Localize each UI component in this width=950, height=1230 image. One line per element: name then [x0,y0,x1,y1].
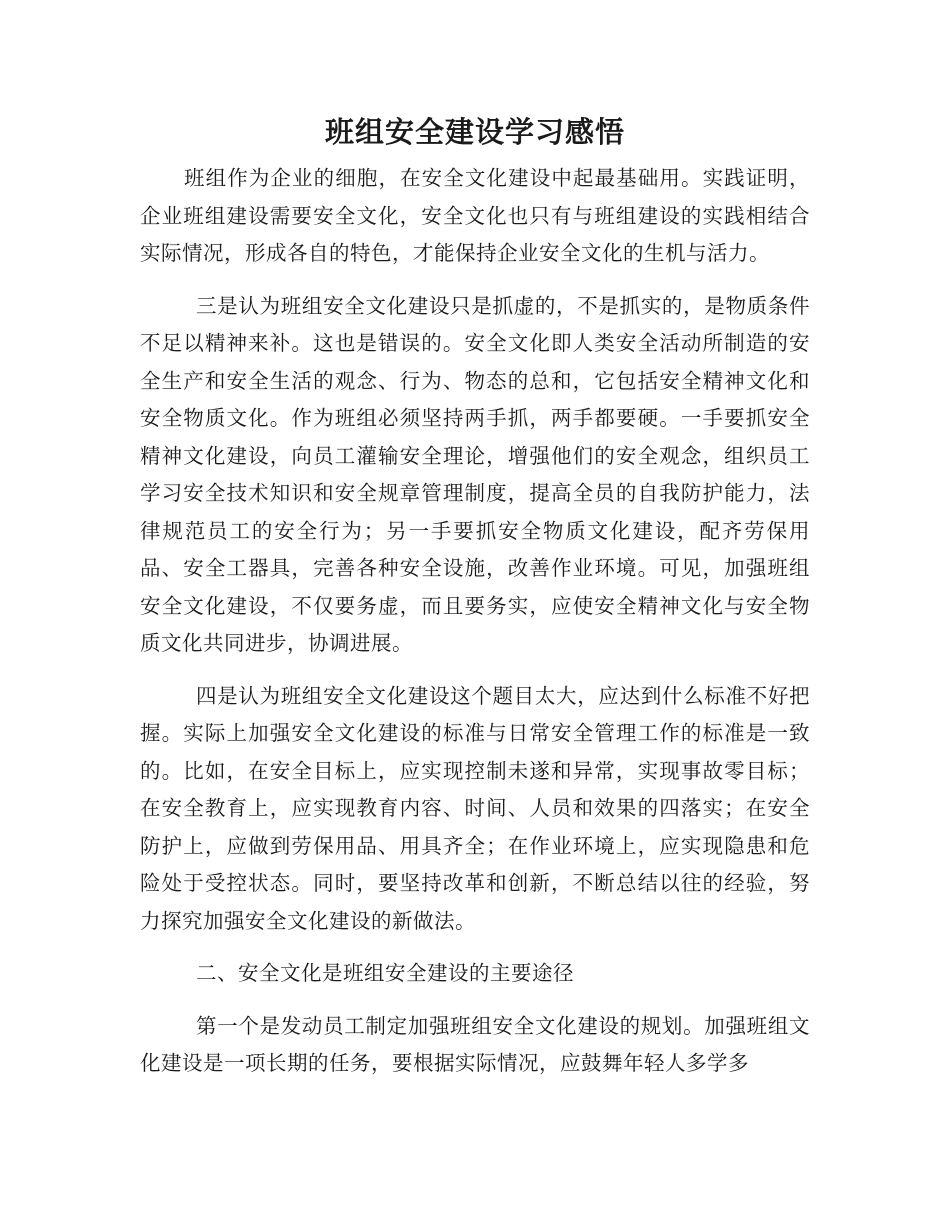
paragraph-point-three: 三是认为班组安全文化建设只是抓虚的，不是抓实的，是物质条件不足以精神来补。这也是错误的。安全文化即人类安全活动所制造的安全生产和安全生活的观念、行为、物态的总和，它包括安全精神文化和安全物质文化。作为班组必须坚持两手抓，两手都要硬。一手要抓安全精神文化建设，向员工灌输安全理论，增强他们的安全观念，组织员工学习安全技术知识和安全规章管理制度，提高全员的自我防护能力，法律规范员工的安全行为；另一手要抓安全物质文化建设，配齐劳保用品、安全工器具，完善各种安全设施，改善作业环境。可见，加强班组安全文化建设，不仅要务虚，而且要务实，应使安全精神文化与安全物质文化共同进步，协调进展。 [140,293,810,655]
paragraph-first-measure: 第一个是发动员工制定加强班组安全文化建设的规划。加强班组文化建设是一项长期的任务，要根据实际情况，应鼓舞年轻人多学多 [140,1013,810,1075]
paragraph-point-four: 四是认为班组安全文化建设这个题目太大，应达到什么标准不好把握。实际上加强安全文化建设的标准与日常安全管理工作的标准是一致的。比如，在安全目标上，应实现控制未遂和异常，实现事故零目标；在安全教育上，应实现教育内容、时间、人员和效果的四落实；在安全防护上，应做到劳保用品、用具齐全；在作业环境上，应实现隐患和危险处于受控状态。同时，要坚持改革和创新，不断总结以往的经验，努力探究加强安全文化建设的新做法。 [140,683,810,933]
document-title: 班组安全建设学习感悟 [324,115,625,149]
paragraph-intro: 班组作为企业的细胞，在安全文化建设中起最基础用。实践证明，企业班组建设需要安全文化，安全文化也只有与班组建设的实践相结合实际情况，形成各自的特色，才能保持企业安全文化的生机与活力。 [140,166,810,265]
document-page [140,110,810,1083]
section-heading: 二、安全文化是班组安全建设的主要途径 [196,961,574,985]
